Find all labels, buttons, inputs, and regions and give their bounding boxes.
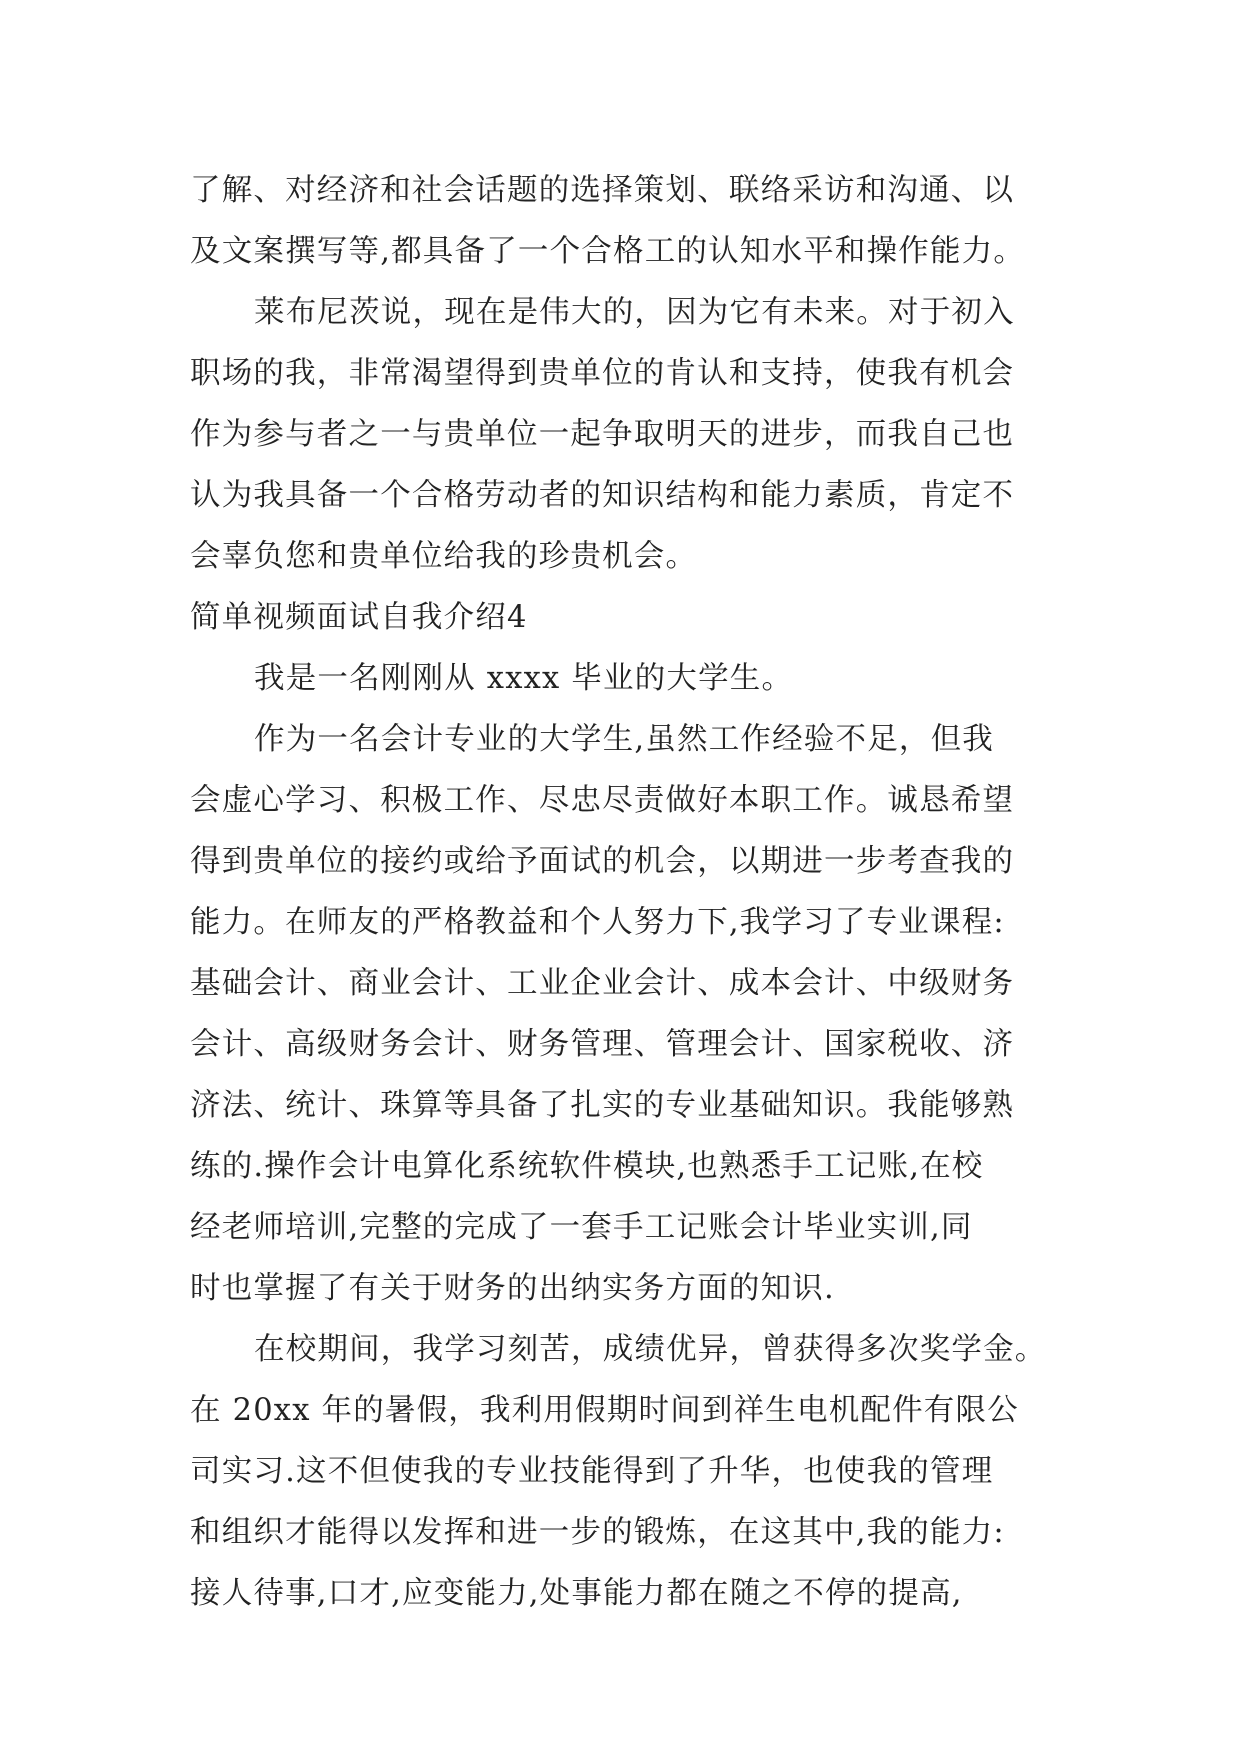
text-line: 基础会计、商业会计、工业企业会计、成本会计、中级财务: [190, 966, 1015, 1001]
text-line: 我是一名刚刚从 xxxx 毕业的大学生。: [254, 661, 794, 696]
text-line: 作为参与者之一与贵单位一起争取明天的进步，而我自己也: [190, 417, 1015, 452]
text-line: 会计、高级财务会计、财务管理、管理会计、国家税收、济: [190, 1027, 1015, 1062]
text-line: 和组织才能得以发挥和进一步的锻炼，在这其中,我的能力:: [190, 1515, 1005, 1550]
text-line: 会辜负您和贵单位给我的珍贵机会。: [190, 539, 698, 574]
text-line: 在 20xx 年的暑假，我利用假期时间到祥生电机配件有限公: [190, 1393, 1019, 1428]
text-line: 在校期间，我学习刻苦，成绩优异，曾获得多次奖学金。: [254, 1332, 1047, 1367]
text-line: 能力。在师友的严格教益和个人努力下,我学习了专业课程:: [190, 905, 1005, 940]
text-line: 作为一名会计专业的大学生,虽然工作经验不足，但我: [254, 722, 994, 757]
text-line: 及文案撰写等,都具备了一个合格工的认知水平和操作能力。: [190, 234, 1026, 269]
text-line: 了解、对经济和社会话题的选择策划、联络采访和沟通、以: [190, 173, 1015, 208]
text-line: 时也掌握了有关于财务的出纳实务方面的知识.: [190, 1271, 835, 1306]
text-line: 练的.操作会计电算化系统软件模块,也熟悉手工记账,在校: [190, 1149, 984, 1184]
text-line: 会虚心学习、积极工作、尽忠尽责做好本职工作。诚恳希望: [190, 783, 1015, 818]
text-line: 经老师培训,完整的完成了一套手工记账会计毕业实训,同: [190, 1210, 973, 1245]
text-line: 济法、统计、珠算等具备了扎实的专业基础知识。我能够熟: [190, 1088, 1015, 1123]
section-heading: 简单视频面试自我介绍4: [190, 600, 528, 635]
text-line: 接人待事,口才,应变能力,处事能力都在随之不停的提高,: [190, 1576, 963, 1611]
text-line: 得到贵单位的接约或给予面试的机会，以期进一步考查我的: [190, 844, 1015, 879]
text-line: 司实习.这不但使我的专业技能得到了升华，也使我的管理: [190, 1454, 994, 1489]
text-line: 认为我具备一个合格劳动者的知识结构和能力素质，肯定不: [190, 478, 1015, 513]
document-body: [190, 160, 1070, 1624]
text-line: 莱布尼茨说，现在是伟大的，因为它有未来。对于初入: [254, 295, 1015, 330]
text-line: 职场的我，非常渴望得到贵单位的肯认和支持，使我有机会: [190, 356, 1015, 391]
